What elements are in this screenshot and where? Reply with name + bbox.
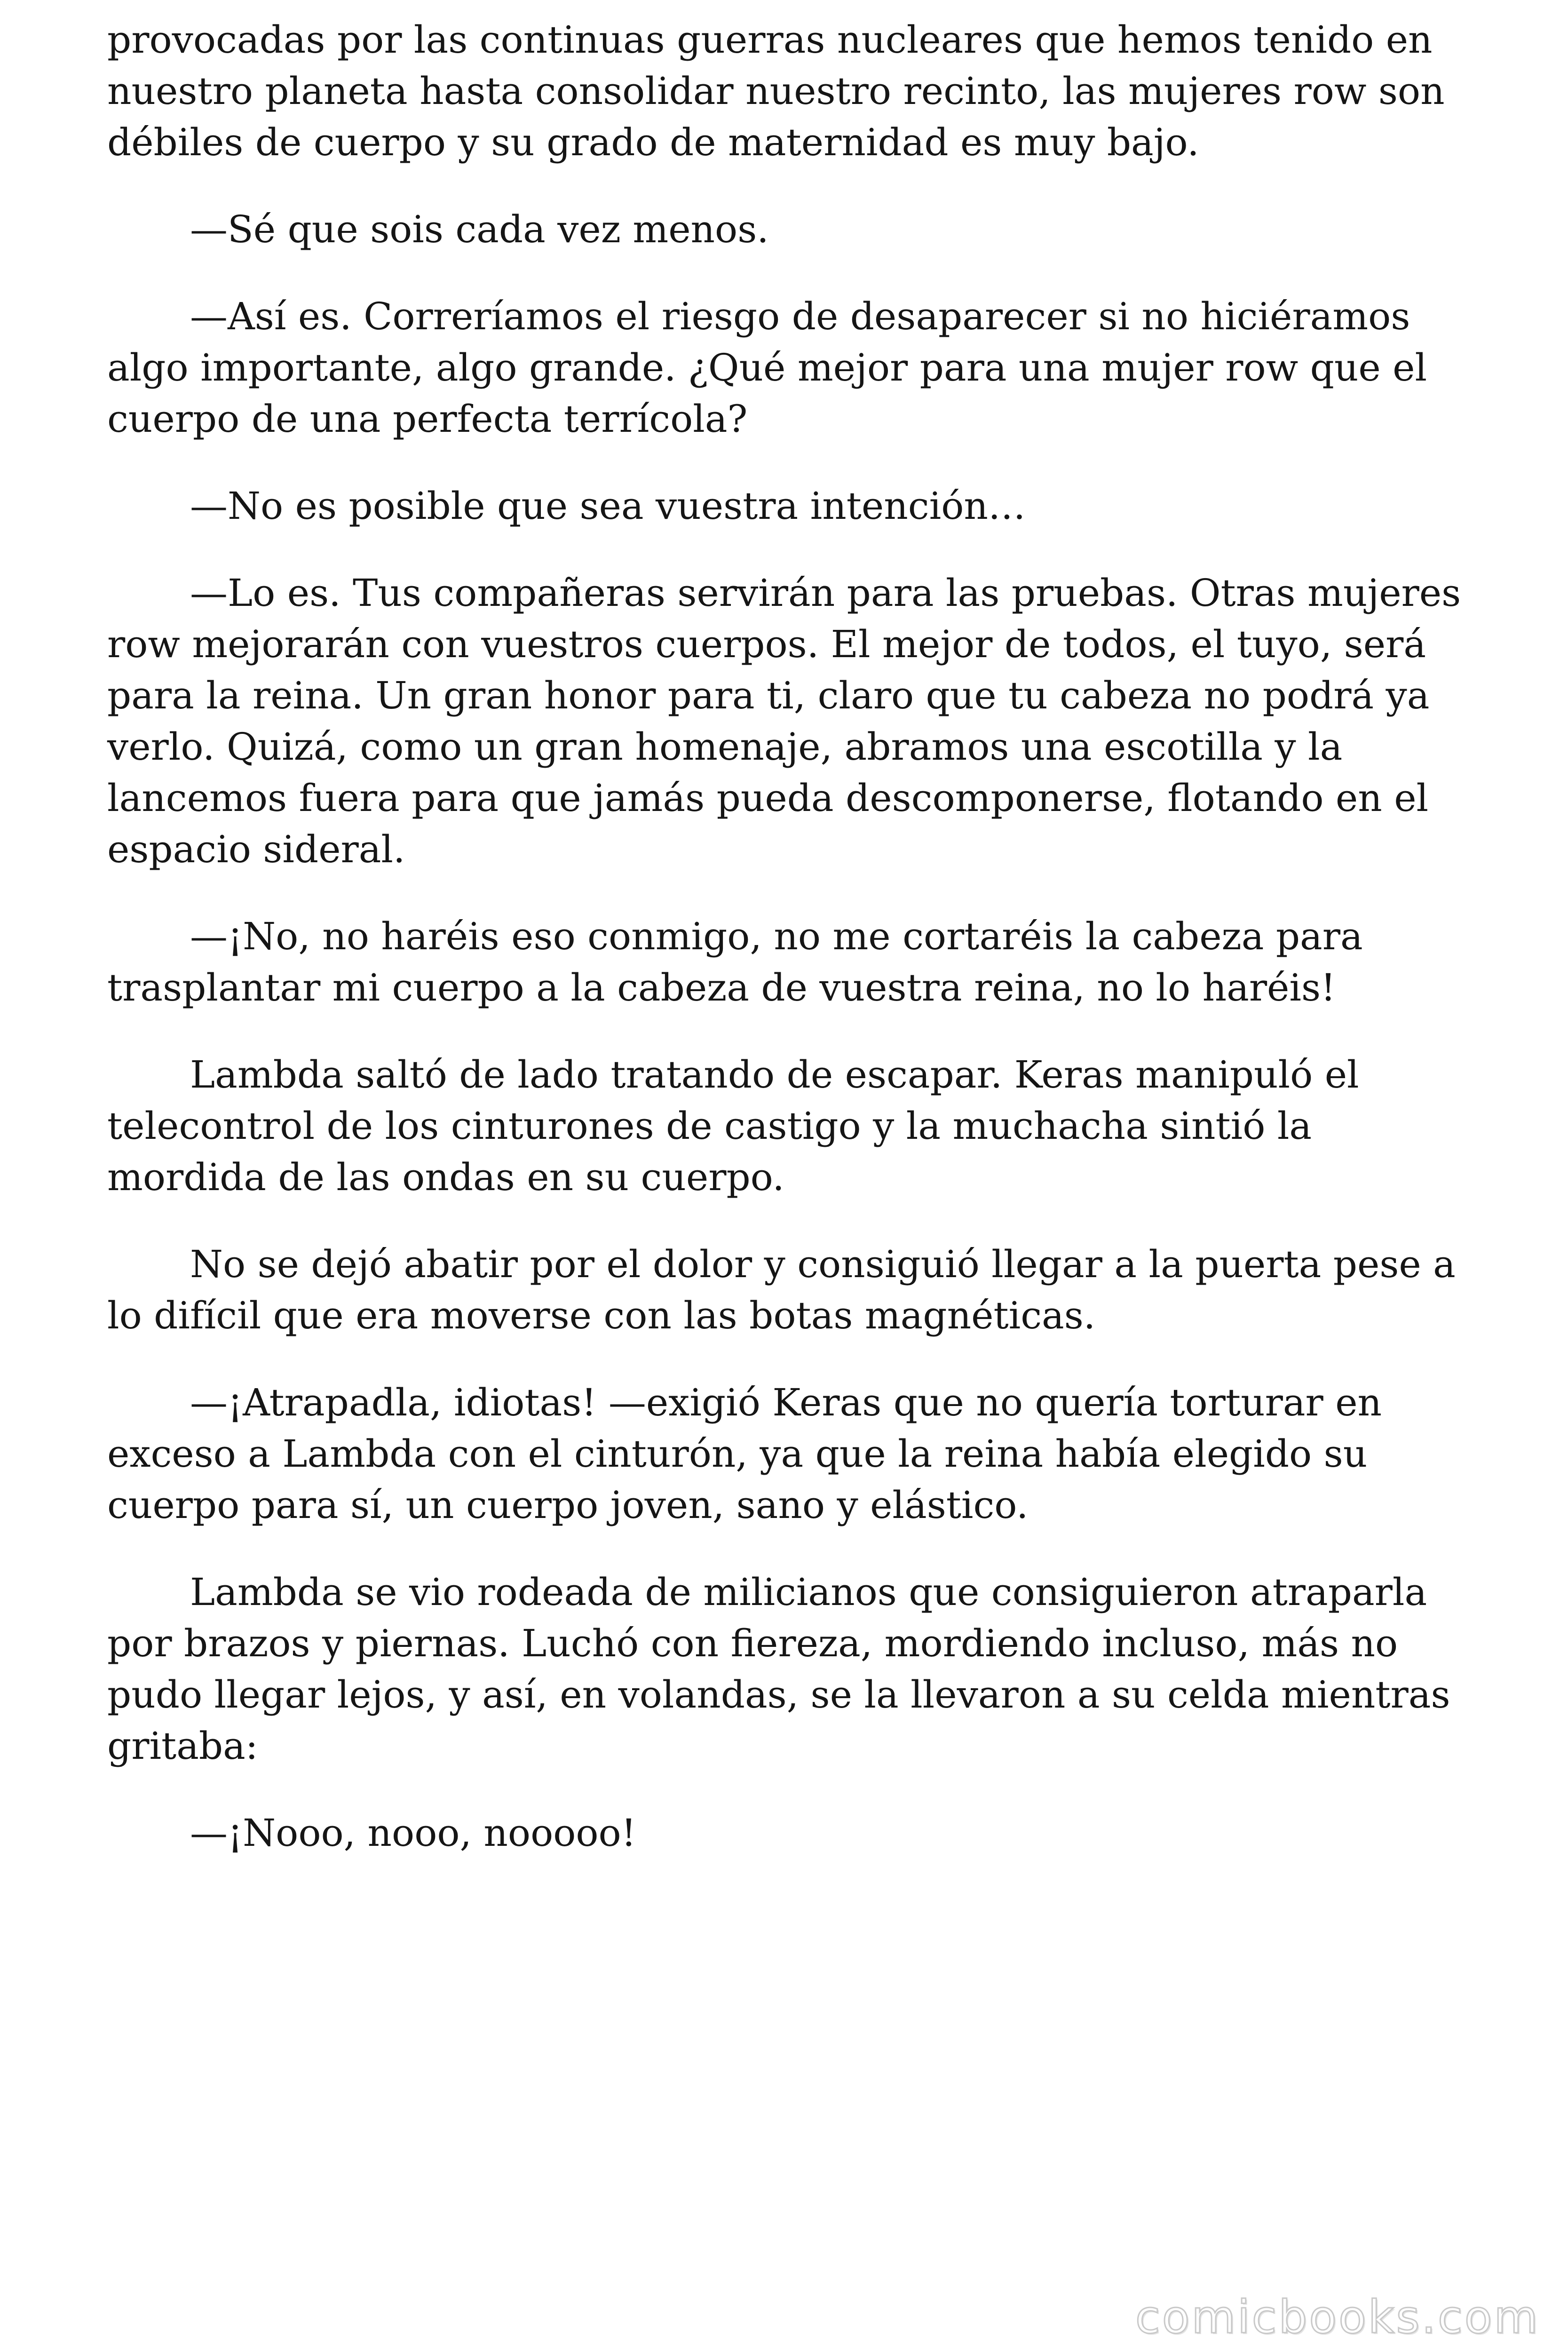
paragraph-9: —¡Atrapadla, idiotas! —exigió Keras que no quería torturar en exceso a Lambda con el cinturón, ya que la reina había elegido su cuerpo para sí, un cuerpo joven, sano y elástico.: [107, 1381, 1382, 1527]
paragraph-8: No se dejó abatir por el dolor y consiguió llegar a la puerta pese a lo difícil que era moverse con las botas magnéticas.: [107, 1242, 1456, 1337]
paragraph-4: —No es posible que sea vuestra intención…: [190, 484, 1026, 528]
paragraph-5: —Lo es. Tus compañeras servirán para las pruebas. Otras mujeres row mejorarán con vuestros cuerpos. El mejor de todos, el tuyo, será para la reina. Un gran honor para ti, claro que tu cabeza no podrá ya verlo. Quizá, como un gran homenaje, abramos una escotilla y la lancemos fuera para que jamás pueda descomponerse, flotando en el espacio sideral.: [107, 571, 1461, 871]
watermark: comicbooks.com: [1135, 2291, 1540, 2344]
paragraph-11: —¡Nooo, nooo, nooooo!: [190, 1811, 636, 1855]
paragraph-3: —Así es. Correríamos el riesgo de desaparecer si no hiciéramos algo importante, algo grande. ¿Qué mejor para una mujer row que el cuerpo de una perfecta terrícola?: [107, 294, 1427, 441]
paragraph-7: Lambda saltó de lado tratando de escapar. Keras manipuló el telecontrol de los cinturones de castigo y la muchacha sintió la mordida de las ondas en su cuerpo.: [107, 1053, 1359, 1199]
paragraph-2: —Sé que sois cada vez menos.: [190, 207, 769, 251]
paragraph-6: —¡No, no haréis eso conmigo, no me cortaréis la cabeza para trasplantar mi cuerpo a la cabeza de vuestra reina, no lo haréis!: [107, 914, 1363, 1009]
paragraph-1: provocadas por las continuas guerras nucleares que hemos tenido en nuestro planeta hasta consolidar nuestro recinto, las mujeres row son débiles de cuerpo y su grado de maternidad es muy bajo.: [107, 18, 1445, 164]
body-text: [107, 14, 1471, 1894]
paragraph-10: Lambda se vio rodeada de milicianos que consiguieron atraparla por brazos y piernas. Luchó con fiereza, mordiendo incluso, más no pudo llegar lejos, y así, en volandas, se la llevaron a su celda mientras gritaba:: [107, 1570, 1450, 1768]
